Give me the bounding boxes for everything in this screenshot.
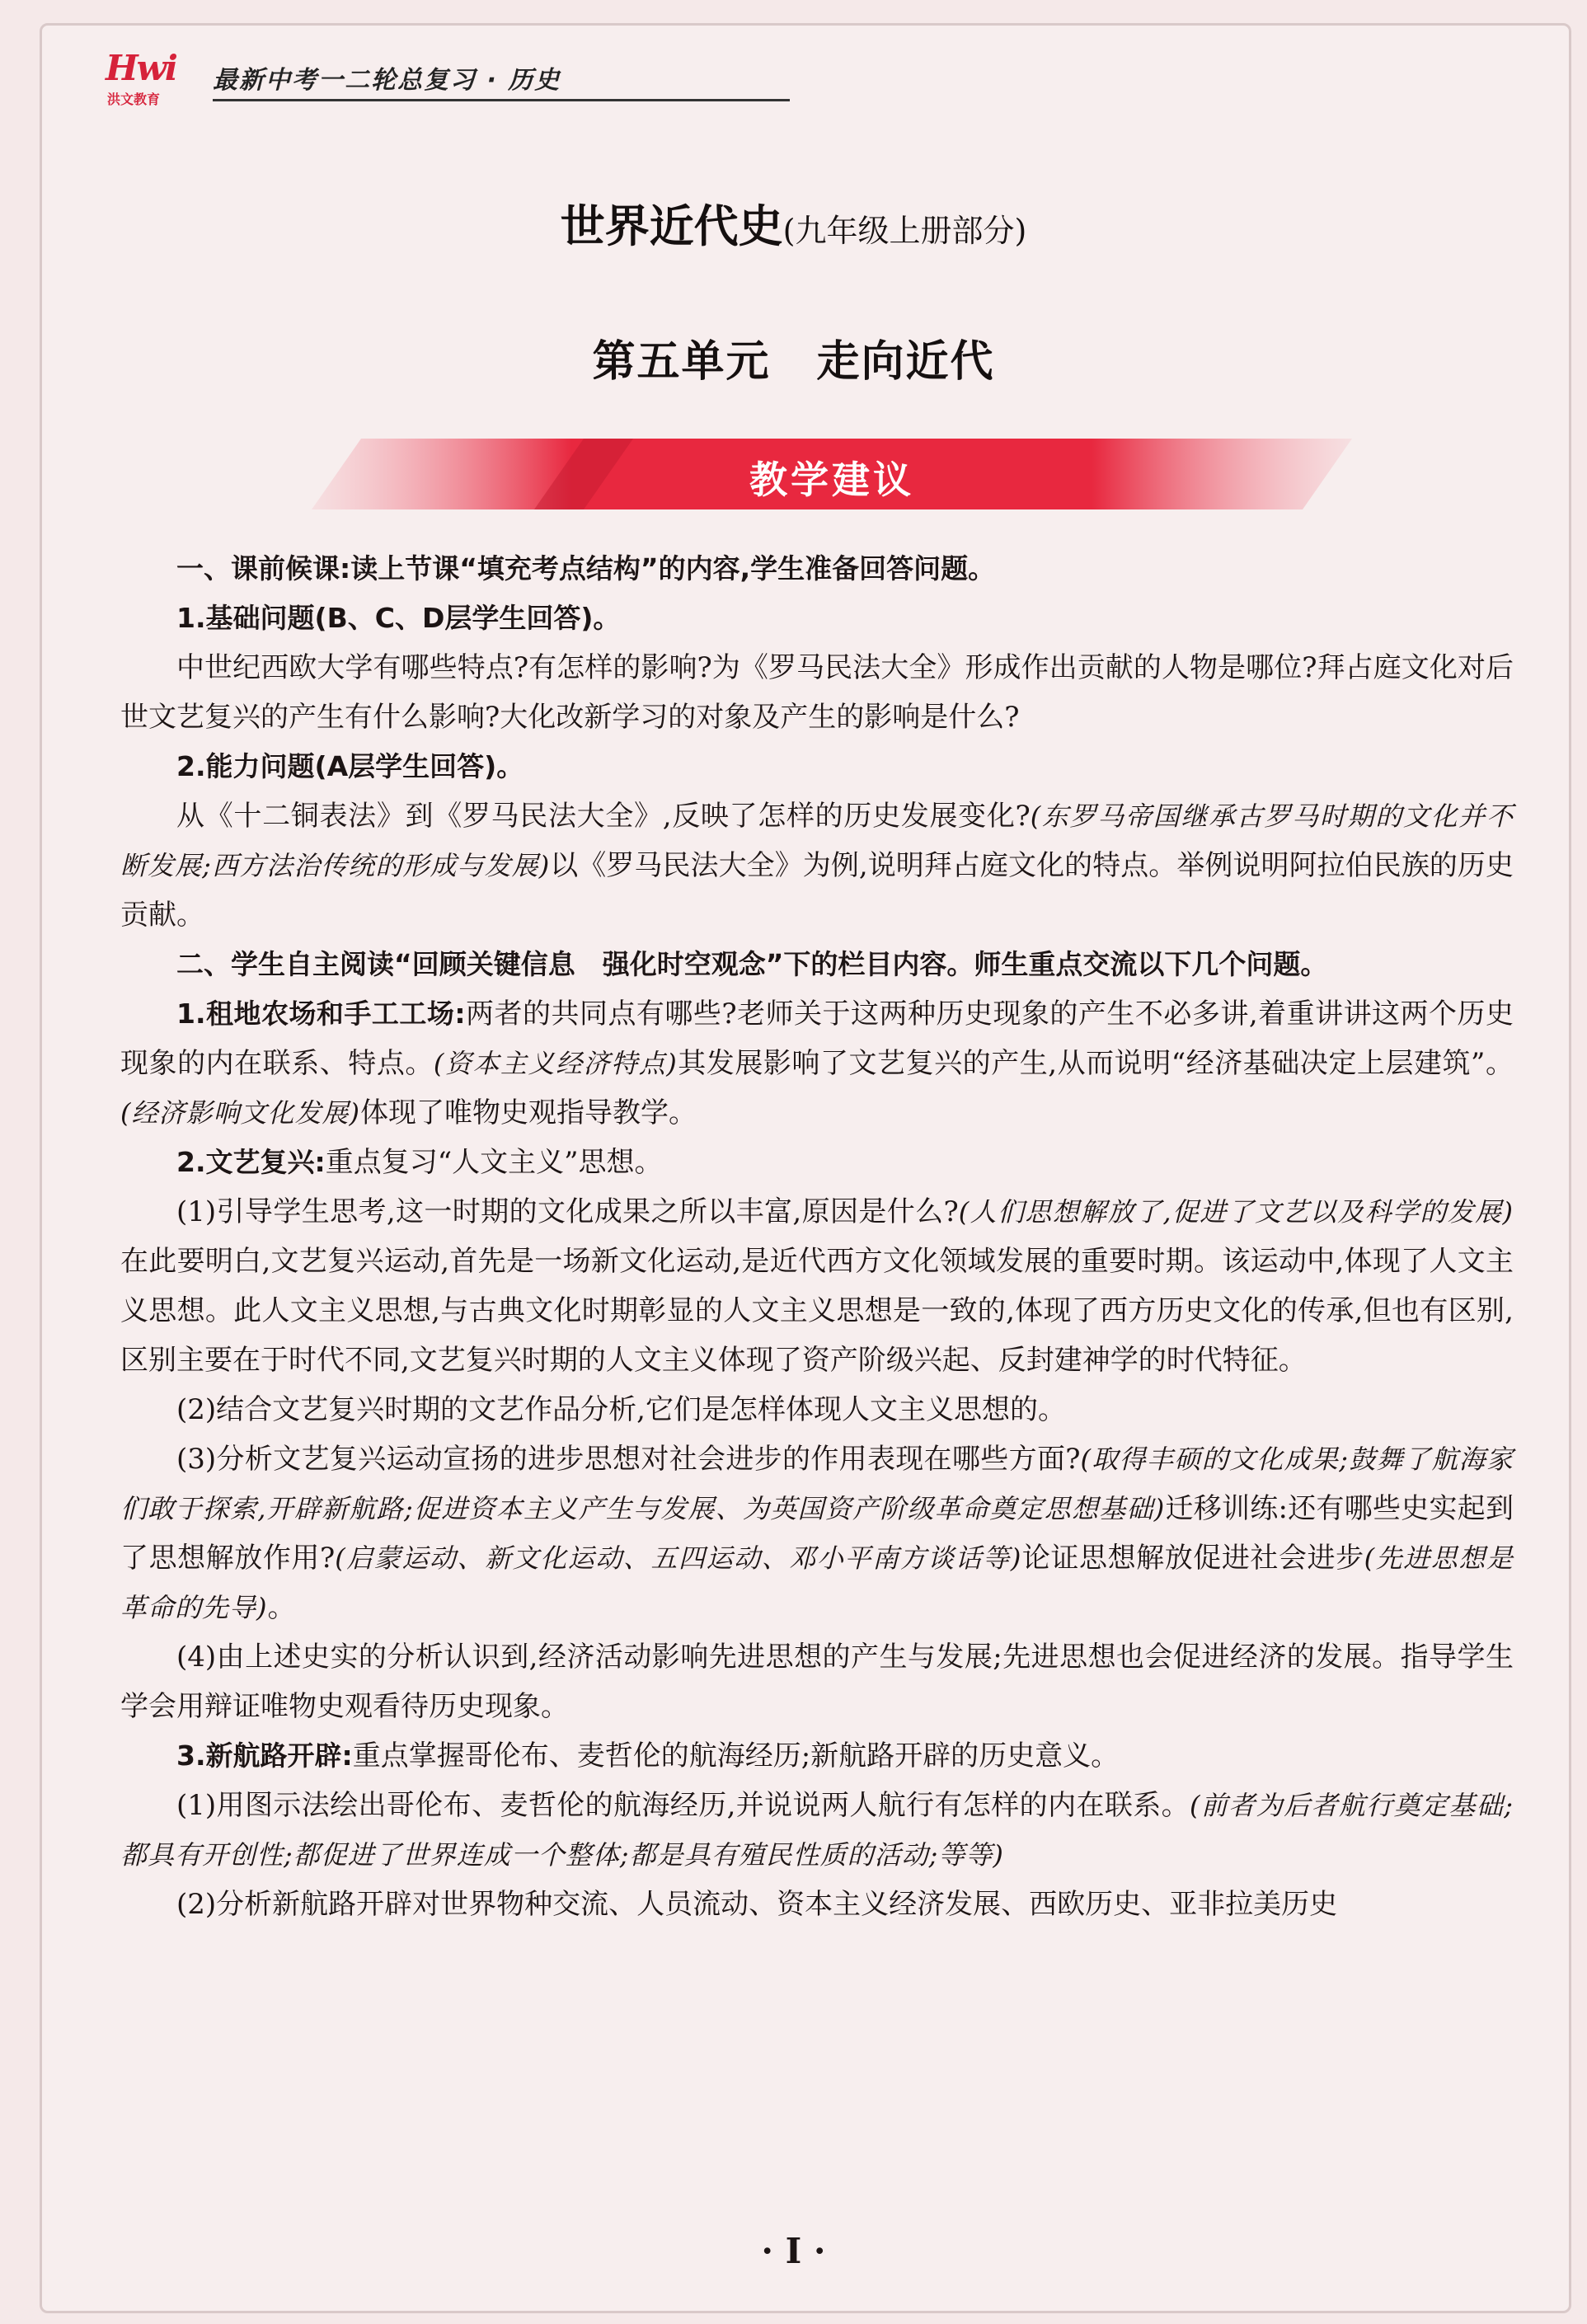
- text-run: 论证思想解放促进社会进步: [1021, 1542, 1364, 1575]
- text-run: 体现了唯物史观指导教学。: [359, 1096, 697, 1129]
- paragraph: [120, 1434, 1514, 1632]
- text-run: 迁移训练:还有哪些史实起到了思想解放作用?: [120, 1492, 1514, 1575]
- subsection-title: 1.租地农场和手工工场:: [176, 998, 466, 1030]
- text-run: 。: [267, 1591, 296, 1624]
- text-run: (1)用图示法绘出哥伦布、麦哲伦的航海经历,并说说两人航行有怎样的内在联系。: [176, 1789, 1190, 1822]
- unit-name: 走向近代: [816, 337, 995, 387]
- text-run: 其发展影响了文艺复兴的产生,从而说明“经济基础决定上层建筑”。: [677, 1047, 1514, 1080]
- series-title: 最新中考一二轮总复习 · 历史: [213, 66, 561, 95]
- banner-label: 教学建议: [749, 458, 914, 502]
- subsection-title: 1.基础问题(B、C、D层学生回答)。: [176, 602, 621, 634]
- subsection-title: 3.新航路开辟:: [176, 1739, 353, 1772]
- unit-title: [0, 326, 1587, 388]
- answer-note: (先进思想是革命的先导): [120, 1542, 1514, 1623]
- text-run: 以《罗马民法大全》为例,说明拜占庭文化的特点。举例说明阿拉伯民族的历史贡献。: [120, 849, 1514, 932]
- paragraph: (2)分析新航路开辟对世界物种交流、人员流动、资本主义经济发展、西欧历史、亚非拉美历史: [176, 1888, 1338, 1921]
- paragraph: [120, 1781, 1514, 1880]
- subsection-title: 2.能力问题(A层学生回答)。: [176, 750, 524, 782]
- answer-note: (东罗马帝国继承古罗马时期的文化并不断发展;西方法治传统的形成与发展): [120, 800, 1514, 881]
- page-number: · I ·: [761, 2231, 826, 2271]
- unit-label: 第五单元: [592, 337, 771, 387]
- header-rule: [213, 99, 790, 101]
- answer-note: (资本主义经济特点): [433, 1048, 678, 1079]
- text-run: (3)分析文艺复兴运动宣扬的进步思想对社会进步的作用表现在哪些方面?: [176, 1443, 1081, 1476]
- main-title-subtitle: (九年级上册部分): [782, 213, 1027, 249]
- paragraph: [120, 1731, 1514, 1781]
- teaching-advice-banner: [312, 439, 1352, 509]
- answer-note: (取得丰硕的文化成果;鼓舞了航海家们敢于探索,开辟新航路;促进资本主义产生与发展、为英国资产阶级革命奠定思想基础): [120, 1444, 1514, 1524]
- text-run: 重点掌握哥伦布、麦哲伦的航海经历;新航路开辟的历史意义。: [352, 1739, 1120, 1772]
- main-title-text: 世界近代史: [560, 200, 783, 252]
- text-run: 从《十二铜表法》到《罗马民法大全》,反映了怎样的历史发展变化?: [176, 800, 1031, 833]
- answer-note: (人们思想解放了,促进了文艺以及科学的发展): [958, 1196, 1514, 1228]
- text-run: 在此要明白,文艺复兴运动,首先是一场新文化运动,是近代西方文化领域发展的重要时期。该运动中,体现了人文主义思想。此人文主义思想,与古典文化时期彰显的人文主义思想是一致的,体现了西方历史文化的传承,但也有区别,区别主要在于时代不同,文艺复兴时期的人文主义体现了资产阶级兴起、反封建神学的时代特征。: [120, 1245, 1514, 1377]
- paragraph: [120, 1187, 1514, 1385]
- text-run: 重点复习“人文主义”思想。: [325, 1146, 663, 1179]
- text-run: 两者的共同点有哪些?老师关于这两种历史现象的产生不必多讲,着重讲讲这两个历史现象的内在联系、特点。: [120, 998, 1514, 1080]
- text-run: (1)引导学生思考,这一时期的文化成果之所以丰富,原因是什么?: [176, 1195, 959, 1228]
- paragraph: [120, 1138, 1514, 1187]
- main-title: [0, 191, 1587, 255]
- paragraph: [120, 742, 1514, 791]
- document-body: [120, 544, 1514, 1929]
- subsection-title: 2.文艺复兴:: [176, 1146, 326, 1178]
- answer-note: (启蒙运动、新文化运动、五四运动、邓小平南方谈话等): [335, 1542, 1022, 1574]
- section-heading: 一、课前候课:读上节课“填充考点结构”的内容,学生准备回答问题。: [176, 552, 996, 585]
- paragraph: (4)由上述史实的分析认识到,经济活动影响先进思想的产生与发展;先进思想也会促进经济的发展。指导学生学会用辩证唯物史观看待历史现象。: [120, 1641, 1514, 1723]
- paragraph: 中世纪西欧大学有哪些特点?有怎样的影响?为《罗马民法大全》形成作出贡献的人物是哪位?拜占庭文化对后世文艺复兴的产生有什么影响?大化改新学习的对象及产生的影响是什么?: [120, 651, 1514, 734]
- paragraph: [120, 791, 1514, 940]
- paragraph: [120, 594, 1514, 643]
- paragraph: [120, 989, 1514, 1138]
- publisher-logo: Hwi: [106, 48, 176, 88]
- publisher-logo-text: 洪文教育: [107, 92, 161, 107]
- answer-note: (经济影响文化发展): [120, 1097, 360, 1129]
- answer-note: (前者为后者航行奠定基础;都具有开创性;都促进了世界连成一个整体;都是具有殖民性质的活动;等等): [120, 1790, 1514, 1871]
- section-heading: 二、学生自主阅读“回顾关键信息 强化时空观念”下的栏目内容。师生重点交流以下几个问题。: [176, 948, 1328, 980]
- paragraph: (2)结合文艺复兴时期的文艺作品分析,它们是怎样体现人文主义思想的。: [176, 1393, 1066, 1426]
- page-header: [106, 48, 699, 106]
